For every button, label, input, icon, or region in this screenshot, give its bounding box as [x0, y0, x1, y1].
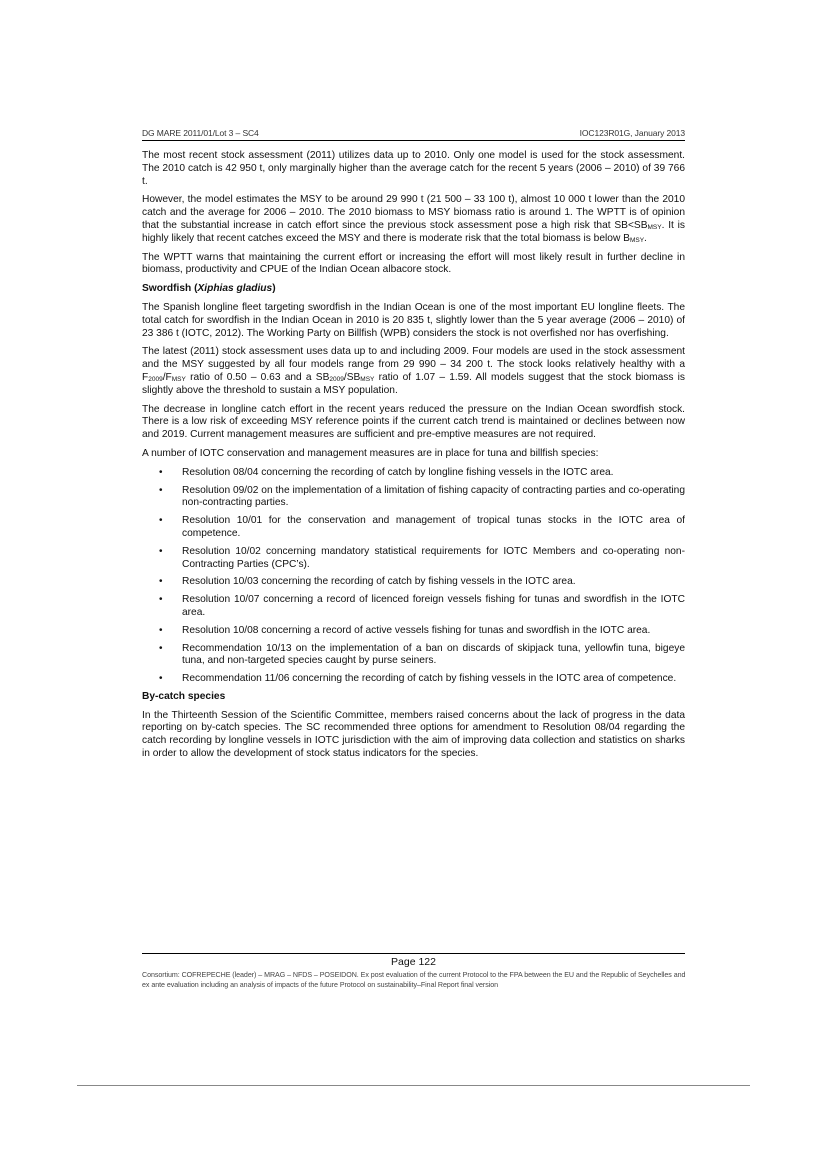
header-right: IOC123R01G, January 2013 — [579, 128, 685, 138]
bullet-icon: • — [159, 484, 163, 496]
list-item-text: Resolution 10/02 concerning mandatory statistical requirements for IOTC Members and co-operating non-Contracting Parties (CPC’s). — [182, 545, 685, 570]
heading-text: ) — [272, 283, 276, 295]
list-item-text: Recommendation 10/13 on the implementation of a ban on discards of skipjack tuna, yellowfin tuna, bigeye tuna, and non-targeted species caught by purse seiners. — [182, 642, 685, 667]
list-item — [142, 546, 685, 572]
list-item-text: Resolution 09/02 on the implementation of a limitation of fishing capacity of contracting parties and co-operating non-contracting parties. — [182, 484, 685, 509]
list-item — [142, 673, 685, 686]
bullet-icon: • — [159, 624, 163, 636]
paragraph-wptt-warning: The WPTT warns that maintaining the current effort or increasing the effort will most likely result in further decline in biomass, productivity and CPUE of the Indian Ocean albacore stock. — [142, 251, 685, 276]
paragraph-catch-effort-decrease: The decrease in longline catch effort in the recent years reduced the pressure on the Indian Ocean swordfish stock. There is a low risk of exceeding MSY reference points if the current catch trend is maintained or declines between now and 2019. Current management measures are sufficient and pre-emptive measures are not required. — [142, 403, 685, 441]
paragraph-measures-intro: A number of IOTC conservation and management measures are in place for tuna and billfish species: — [142, 447, 599, 459]
bullet-icon: • — [159, 576, 163, 588]
text-segment: /SB — [343, 371, 361, 383]
list-item — [142, 594, 685, 620]
header-divider — [142, 140, 685, 141]
heading-text: Swordfish ( — [142, 283, 198, 295]
page-number: Page 122 — [391, 956, 436, 968]
list-item-text: Resolution 10/01 for the conservation and management of tropical tunas stocks in the IOTC area of competence. — [182, 515, 685, 539]
subscript: MSY — [647, 223, 662, 231]
bullet-icon: • — [159, 466, 163, 478]
paragraph-stock-assessment: The most recent stock assessment (2011) utilizes data up to 2010. Only one model is used for the stock assessment. The 2010 catch is 42 950 t, only marginally higher than the average catch for the recent 5 years (2006 – 2010) of 39 766 t. — [142, 150, 685, 187]
paragraph-spanish-fleet: The Spanish longline fleet targeting swordfish in the Indian Ocean is one of the most important EU longline fleets. The total catch for swordfish in the Indian Ocean in 2010 is 20 835 t, slightly lower than the 5 year average (2006 – 2010) of 23 386 t (IOTC, 2012). The Working Party on Billfish (WPB) considers the stock is not overfished nor has overfishing. — [142, 301, 685, 339]
subscript: 2009 — [148, 375, 163, 383]
footer-divider — [142, 953, 685, 954]
list-item — [142, 485, 685, 511]
page-content — [142, 150, 685, 767]
list-item-text: Resolution 10/08 concerning a record of active vessels fishing for tunas and swordfish in the IOTC area. — [182, 624, 651, 636]
page-bottom-divider — [77, 1085, 750, 1086]
list-item — [142, 515, 685, 541]
paragraph-msy-estimate — [142, 194, 685, 245]
bullet-icon: • — [159, 673, 163, 685]
text-segment: The latest (2011) stock assessment uses data up to and including 2009. Four models are used in the stock assessment and the MSY suggested by all four models range from 29 990 – 34 200 t. The stock looks relatively healthy with a F — [142, 346, 685, 383]
bullet-icon: • — [159, 545, 163, 557]
subscript: MSY — [629, 236, 645, 244]
text-segment: ratio of 0.50 – 0.63 and a SB — [185, 371, 330, 383]
text-segment: However, the model estimates the MSY to be around 29 990 t (21 500 – 33 100 t), almost 10 000 t lower than the 2010 catch and the average for 2006 – 2010. The 2010 biomass to MSY biomass ratio is around 1. The WPTT is of opinion that the substantial increase in catch effort since the previous stock assessment pose a high risk that SB<SB — [142, 194, 685, 231]
section-heading-bycatch: By-catch species — [142, 690, 226, 702]
text-segment: . — [644, 232, 647, 244]
subscript: MSY — [360, 375, 375, 383]
consortium-note: Consortium: COFREPECHE (leader) – MRAG – NFDS – POSEIDON. Ex post evaluation of the current Protocol to the FPA between the EU and the Republic of Seychelles and ex ante evaluation including an analysis of impacts of the future Protocol on sustainability–Final Report final version — [142, 971, 686, 989]
bullet-icon: • — [159, 515, 163, 527]
bullet-icon: • — [159, 594, 163, 606]
species-name: Xiphias gladius — [197, 283, 273, 295]
text-segment: ratio of 1.07 – 1.59. All models suggest that the stock biomass is slightly above the threshold to sustain a MSY population. — [142, 371, 685, 396]
subscript: MSY — [171, 375, 186, 383]
paragraph-latest-assessment — [142, 346, 685, 397]
list-item-text: Resolution 10/07 concerning a record of licenced foreign vessels fishing for tunas and swordfish in the IOTC area. — [182, 594, 685, 618]
list-item — [142, 625, 685, 638]
list-item — [142, 467, 685, 480]
header-left: DG MARE 2011/01/Lot 3 – SC4 — [142, 128, 259, 138]
text-segment: . It is highly likely that recent catches exceed the MSY and there is moderate risk that the total biomass is below B — [142, 219, 686, 244]
list-item-text: Resolution 10/03 concerning the recording of catch by fishing vessels in the IOTC area. — [182, 576, 576, 588]
list-item — [142, 643, 685, 669]
list-item — [142, 576, 685, 589]
resolutions-list — [142, 467, 685, 686]
page-header — [142, 128, 685, 138]
text-segment: /F — [162, 371, 172, 383]
list-item-text: Resolution 08/04 concerning the recording of catch by longline fishing vessels in the IOTC area. — [182, 466, 614, 478]
section-heading-swordfish — [142, 283, 685, 296]
list-item-text: Recommendation 11/06 concerning the recording of catch by fishing vessels in the IOTC area of competence. — [182, 673, 677, 685]
bullet-icon: • — [159, 642, 163, 654]
paragraph-bycatch: In the Thirteenth Session of the Scientific Committee, members raised concerns about the lack of progress in the data reporting on by-catch species. The SC recommended three options for amendment to Resolution 08/04 regarding the catch recording by longline vessels in IOTC jurisdiction with the aim of improving data collection and statistics on sharks in order to allow the development of stock status indicators for the species. — [142, 709, 685, 760]
subscript: 2009 — [329, 375, 344, 383]
